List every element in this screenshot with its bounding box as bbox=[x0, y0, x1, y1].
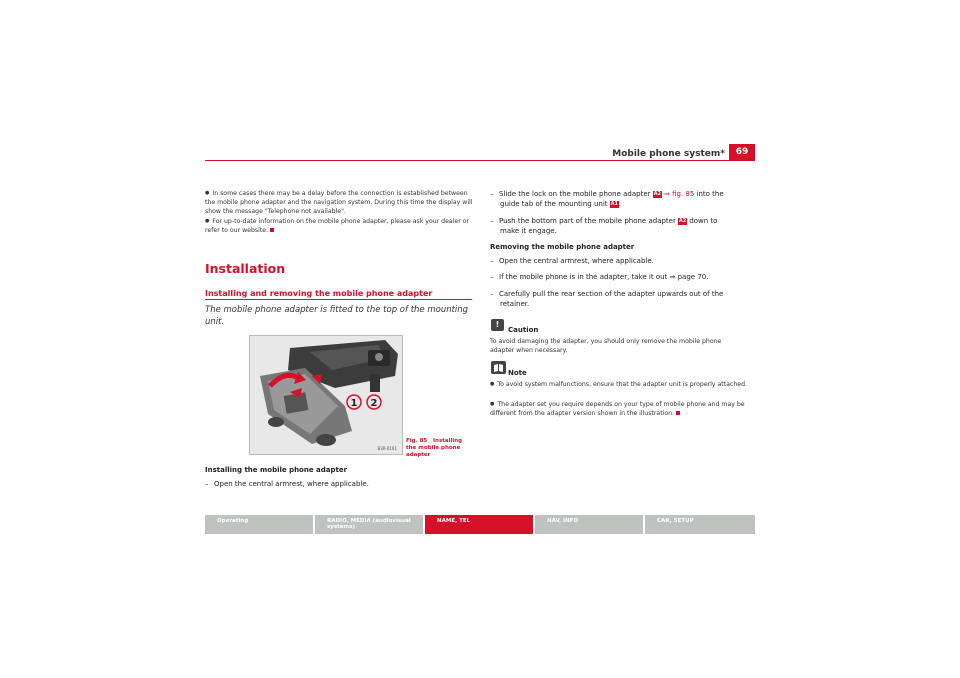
figure-caption bbox=[406, 438, 472, 459]
end-mark bbox=[676, 411, 680, 415]
remove-step-text: Carefully pull the rear section of the adapter upwards out of the bbox=[499, 290, 724, 298]
tab-name-tel[interactable] bbox=[425, 515, 533, 534]
badge-a1: A1 bbox=[610, 201, 618, 207]
tab-radio-media[interactable] bbox=[315, 515, 423, 534]
remove-step: – If the mobile phone is in the adapter, take it out ⇒ page 70. bbox=[490, 273, 709, 281]
note-book-icon bbox=[491, 361, 506, 374]
page-number: 69 bbox=[729, 144, 755, 160]
caution-heading: Caution bbox=[508, 326, 539, 334]
bullet-text: In some cases there may be a delay before the connection is established between the mobile phone adapter and the navigation system. During this time the display will show the message "Telephone not available". bbox=[205, 190, 473, 215]
remove-step: – Open the central armrest, where applicable. bbox=[490, 257, 654, 265]
end-mark bbox=[270, 228, 274, 232]
remove-step-text: Open the central armrest, where applicable. bbox=[499, 257, 654, 265]
tab-label: NAME, TEL bbox=[437, 518, 471, 524]
bullet-text: For up-to-date information on the mobile phone adapter, please ask your dealer or refer to our website. bbox=[205, 218, 470, 234]
header-rule bbox=[205, 160, 755, 161]
figure-reference[interactable]: ⇒ fig. 85 bbox=[664, 190, 695, 198]
tab-operating[interactable] bbox=[205, 515, 313, 534]
badge-a2: A2 bbox=[653, 191, 661, 197]
figure-callout-2: 2 bbox=[370, 398, 378, 409]
install-step-text: Open the central armrest, where applicable. bbox=[214, 480, 369, 488]
figure-caption-label: Fig. 85 bbox=[406, 438, 428, 444]
install-step-push: – Push the bottom part of the mobile phone adapter A2 down to make it engage. bbox=[490, 216, 758, 236]
bullet-connection-delay bbox=[205, 189, 475, 216]
bullet-website bbox=[205, 217, 475, 235]
tab-car-setup[interactable] bbox=[645, 515, 755, 534]
install-step: – Open the central armrest, where applicable. bbox=[205, 480, 369, 488]
tab-label: CAR, SETUP bbox=[657, 518, 694, 524]
install-step-slide: – Slide the lock on the mobile phone adapter A2 ⇒ fig. 85 into the guide tab of the mounting unit A1. bbox=[490, 190, 724, 208]
subsection-title: Installing and removing the mobile phone adapter bbox=[205, 289, 433, 298]
note-bullet-text: To avoid system malfunctions, ensure that the adapter unit is properly attached. bbox=[497, 381, 747, 388]
page-header-title: Mobile phone system* bbox=[612, 149, 725, 159]
tab-label: NAV, INFO bbox=[547, 518, 579, 524]
adapter-drawing bbox=[250, 336, 402, 454]
caution-text-line: To avoid damaging the adapter, you should only remove the mobile phone bbox=[490, 338, 722, 345]
caution-icon: ! bbox=[491, 319, 504, 331]
remove-heading: Removing the mobile phone adapter bbox=[490, 243, 635, 251]
figure-85-illustration bbox=[249, 335, 403, 455]
tab-nav-info[interactable] bbox=[535, 515, 643, 534]
step-text: down to bbox=[689, 217, 718, 225]
caution-text bbox=[490, 337, 758, 355]
subsection-rule bbox=[205, 299, 472, 300]
figure-code: B3R-0161 bbox=[377, 446, 397, 451]
note-bullet bbox=[490, 380, 758, 389]
step-text: Push the bottom part of the mobile phone adapter bbox=[499, 217, 676, 225]
step-text: into the bbox=[696, 190, 724, 198]
step-text: guide tab of the mounting unit bbox=[500, 200, 608, 208]
remove-step-text: retainer. bbox=[500, 300, 530, 308]
figure-callout-1: 1 bbox=[350, 398, 358, 409]
step-text: . bbox=[618, 200, 621, 208]
note-bullet bbox=[490, 400, 758, 418]
section-title: Installation bbox=[205, 261, 286, 276]
install-heading: Installing the mobile phone adapter bbox=[205, 466, 348, 474]
figure-caption-text: Installing the mobile phone adapter bbox=[406, 438, 463, 458]
caution-text-line: adapter when necessary. bbox=[490, 347, 568, 354]
remove-step-text: If the mobile phone is in the adapter, take it out ⇒ page 70. bbox=[499, 273, 709, 281]
lead-text: The mobile phone adapter is fitted to the top of the mounting unit. bbox=[205, 305, 469, 327]
step-text: Slide the lock on the mobile phone adapter bbox=[499, 190, 651, 198]
remove-step: – Carefully pull the rear section of the adapter upwards out of the retainer. bbox=[490, 289, 758, 309]
step-text: make it engage. bbox=[500, 227, 557, 235]
badge-a2: A2 bbox=[678, 218, 687, 224]
tab-label: Operating bbox=[217, 518, 249, 524]
tab-label: RADIO, MEDIA (audiovisual systems) bbox=[327, 518, 411, 530]
note-bullet-text: The adapter set you require depends on your type of mobile phone and may be different from the adapter version shown in the illustration. bbox=[490, 401, 745, 417]
note-heading: Note bbox=[508, 369, 527, 377]
